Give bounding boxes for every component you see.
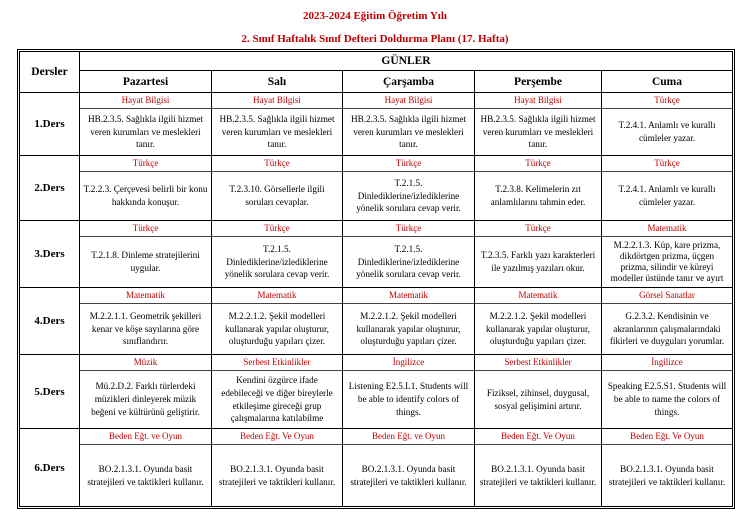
ders-2-cuma-outcome-box [602, 172, 732, 220]
ders-6-carsamba-outcome: BO.2.1.3.1. Oyunda basit stratejileri ve taktikleri kullanır. [350, 463, 467, 487]
ders-6-persembe-outcome-box [475, 445, 601, 506]
ders-4-sali-subject: Matematik [212, 288, 342, 304]
ders-5-carsamba-outcome-box [343, 371, 474, 428]
ders-4-label: 4.Ders [20, 288, 80, 355]
ders-1-persembe-subject: Hayat Bilgisi [475, 93, 601, 109]
ders-4-sali-outcome-box [212, 304, 342, 354]
day-header-persembe: Perşembe [475, 71, 602, 93]
ders-1-carsamba-subject: Hayat Bilgisi [343, 93, 474, 109]
days-header: GÜNLER [80, 52, 733, 71]
ders-5-cuma-subject: İngilizce [602, 355, 732, 371]
ders-2-persembe-cell [475, 156, 602, 221]
ders-4-carsamba-outcome: M.2.2.1.2. Şekil modelleri kullanarak yapılar oluşturur, oluşturduğu yapıları çizer. [356, 310, 461, 347]
ders-4-persembe-cell [475, 288, 602, 355]
plan-title: 2. Sınıf Haftalık Sınıf Defteri Doldurma Planı (17. Hafta) [241, 33, 509, 45]
ders-1-cuma-cell [602, 93, 733, 156]
ders-6-sali-outcome: BO.2.1.3.1. Oyunda basit stratejileri ve taktikleri kullanır. [218, 463, 336, 487]
ders-3-pazartesi-subject: Türkçe [80, 221, 211, 237]
ders-1-sali-subject: Hayat Bilgisi [212, 93, 342, 109]
ders-5-carsamba-outcome: Listening E2.5.L1. Students will be able to identify colors of things. [348, 381, 469, 417]
school-year-title: 2023-2024 Eğitim Öğretim Yılı [303, 10, 447, 22]
ders-4-cuma-cell [602, 288, 733, 355]
ders-1-cuma-outcome-box [602, 109, 732, 155]
ders-6-pazartesi-outcome: BO.2.1.3.1. Oyunda basit stratejileri ve taktikleri kullanır. [87, 463, 204, 487]
ders-3-persembe-cell [475, 221, 602, 288]
ders-2-persembe-subject: Türkçe [475, 156, 601, 172]
ders-6-pazartesi-cell [80, 429, 212, 507]
ders-4-carsamba-subject: Matematik [343, 288, 474, 304]
ders-3-label: 3.Ders [20, 221, 80, 288]
ders-1-sali-outcome: HB.2.3.5. Sağlıkla ilgili hizmet veren kurumları ve meslekleri tanır. [219, 113, 335, 150]
ders-3-sali-outcome-box [212, 237, 342, 287]
ders-3-cuma-cell [602, 221, 733, 288]
ders-3-carsamba-cell [343, 221, 475, 288]
ders-2-cuma-cell [602, 156, 733, 221]
ders-2-cuma-subject: Türkçe [602, 156, 732, 172]
ders-4-pazartesi-outcome-box [80, 304, 211, 354]
ders-5-cuma-outcome: Speaking E2.5.S1. Students will be able to name the colors of things. [607, 381, 727, 417]
ders-3-persembe-outcome-box [475, 237, 601, 287]
ders-2-sali-subject: Türkçe [212, 156, 342, 172]
ders-4-cuma-outcome-box [602, 304, 732, 354]
ders-2-carsamba-outcome: T.2.1.5. Dinlediklerine/izlediklerine yönelik sorulara cevap verir. [356, 177, 461, 214]
ders-6-persembe-subject: Beden Eğt. Ve Oyun [475, 429, 601, 445]
weekly-plan-table [19, 51, 733, 507]
ders-5-persembe-cell [475, 355, 602, 429]
ders-1-carsamba-outcome-box [343, 109, 474, 155]
ders-1-carsamba-outcome: HB.2.3.5. Sağlıkla ilgili hizmet veren kurumları ve meslekleri tanır. [350, 113, 467, 150]
ders-1-sali-cell [212, 93, 343, 156]
ders-4-pazartesi-outcome: M.2.2.1.1. Geometrik şekilleri kenar ve köşe sayılarına göre sınıflandırır. [89, 310, 202, 347]
day-header-carsamba: Çarşamba [343, 71, 475, 93]
ders-5-carsamba-cell [343, 355, 475, 429]
ders-6-cuma-outcome-box [602, 445, 732, 506]
ders-2-carsamba-cell [343, 156, 475, 221]
ders-5-sali-outcome-box [212, 371, 342, 428]
ders-5-pazartesi-outcome-box [80, 371, 211, 428]
ders-2-persembe-outcome-box [475, 172, 601, 220]
ders-4-cuma-subject: Görsel Sanatlar [602, 288, 732, 304]
ders-3-sali-subject: Türkçe [212, 221, 342, 237]
ders-4-sali-cell [212, 288, 343, 355]
ders-5-carsamba-subject: İngilizce [343, 355, 474, 371]
ders-5-sali-subject: Serbest Etkinlikler [212, 355, 342, 371]
ders-5-pazartesi-cell [80, 355, 212, 429]
ders-6-cuma-outcome: BO.2.1.3.1. Oyunda basit stratejileri ve taktikleri kullanır. [608, 463, 726, 487]
ders-2-sali-outcome: T.2.3.10. Görsellerle ilgili soruları cevaplar. [229, 184, 325, 207]
ders-6-cuma-subject: Beden Eğt. Ve Oyun [602, 429, 732, 445]
ders-1-persembe-cell [475, 93, 602, 156]
ders-2-persembe-outcome: T.2.3.8. Kelimelerin zıt anlamlılarını tahmin eder. [490, 184, 586, 207]
ders-6-cuma-cell [602, 429, 733, 507]
ders-2-sali-cell [212, 156, 343, 221]
ders-1-persembe-outcome: HB.2.3.5. Sağlıkla ilgili hizmet veren kurumları ve meslekleri tanır. [480, 113, 596, 150]
ders-3-sali-outcome: T.2.1.5. Dinlediklerine/izlediklerine yönelik sorulara cevap verir. [224, 243, 330, 280]
ders-5-pazartesi-subject: Müzik [80, 355, 211, 371]
ders-2-pazartesi-outcome-box [80, 172, 211, 220]
ders-1-pazartesi-outcome: HB.2.3.5. Sağlıkla ilgili hizmet veren kurumları ve meslekleri tanır. [87, 113, 204, 150]
ders-1-persembe-outcome-box [475, 109, 601, 155]
ders-5-persembe-outcome: Fiziksel, zihinsel, duygusal, sosyal gelişimini artırır. [486, 387, 590, 411]
ders-6-label: 6.Ders [20, 429, 80, 507]
ders-6-carsamba-subject: Beden Eğt. ve Oyun [343, 429, 474, 445]
ders-2-pazartesi-subject: Türkçe [80, 156, 211, 172]
ders-2-pazartesi-cell [80, 156, 212, 221]
ders-6-carsamba-outcome-box [343, 445, 474, 506]
ders-4-persembe-outcome: M.2.2.1.2. Şekil modelleri kullanarak yapılar oluşturur, oluşturduğu yapıları çizer. [486, 310, 590, 347]
ders-3-cuma-outcome-box [602, 237, 732, 287]
ders-3-carsamba-subject: Türkçe [343, 221, 474, 237]
ders-5-persembe-outcome-box [475, 371, 601, 428]
ders-1-pazartesi-cell [80, 93, 212, 156]
day-header-sali: Salı [212, 71, 343, 93]
ders-1-pazartesi-subject: Hayat Bilgisi [80, 93, 211, 109]
ders-1-sali-outcome-box [212, 109, 342, 155]
ders-3-sali-cell [212, 221, 343, 288]
ders-6-persembe-cell [475, 429, 602, 507]
ders-1-carsamba-cell [343, 93, 475, 156]
ders-3-persembe-outcome: T.2.3.5. Farklı yazı karakterleri ile yazılmış yazıları okur. [480, 250, 596, 273]
ders-5-cuma-outcome-box [602, 371, 732, 428]
ders-3-persembe-subject: Türkçe [475, 221, 601, 237]
ders-5-sali-outcome: Kendini özgürce ifade edebileceği ve diğer bireylerle etkileşime gireceği grup çalışmalarına katılabilme [221, 374, 333, 424]
ders-4-cuma-outcome: G.2.3.2. Kendisinin ve akranlarının çalışmalarındaki fikirleri ve duyguları yorumlar. [609, 310, 725, 347]
ders-6-pazartesi-outcome-box [80, 445, 211, 506]
ders-4-persembe-subject: Matematik [475, 288, 601, 304]
ders-3-pazartesi-outcome-box [80, 237, 211, 287]
ders-3-cuma-subject: Matematik [602, 221, 732, 237]
ders-4-sali-outcome: M.2.2.1.2. Şekil modelleri kullanarak yapılar oluşturur, oluşturduğu yapıları çizer. [225, 310, 329, 347]
ders-6-sali-cell [212, 429, 343, 507]
ders-1-cuma-outcome: T.2.4.1. Anlamlı ve kurallı cümleler yazar. [618, 120, 716, 143]
ders-1-label: 1.Ders [20, 93, 80, 156]
ders-3-pazartesi-cell [80, 221, 212, 288]
ders-3-cuma-outcome: M.2.2.1.3. Küp, kare prizma, dikdörtgen prizma, üçgen prizma, silindir ve küreyi modeller üstünde tanır ve ayırt [610, 240, 724, 283]
ders-2-label: 2.Ders [20, 156, 80, 221]
ders-2-pazartesi-outcome: T.2.2.3. Çerçevesi belirli bir konu hakkında konuşur. [83, 184, 208, 207]
ders-3-carsamba-outcome: T.2.1.5. Dinlediklerine/izlediklerine yönelik sorulara cevap verir. [356, 243, 461, 280]
ders-5-cuma-cell [602, 355, 733, 429]
ders-5-persembe-subject: Serbest Etkinlikler [475, 355, 601, 371]
ders-2-carsamba-subject: Türkçe [343, 156, 474, 172]
ders-6-pazartesi-subject: Beden Eğt. ve Oyun [80, 429, 211, 445]
ders-2-sali-outcome-box [212, 172, 342, 220]
ders-5-label: 5.Ders [20, 355, 80, 429]
ders-4-pazartesi-cell [80, 288, 212, 355]
ders-4-carsamba-outcome-box [343, 304, 474, 354]
ders-3-carsamba-outcome-box [343, 237, 474, 287]
ders-1-pazartesi-outcome-box [80, 109, 211, 155]
ders-4-pazartesi-subject: Matematik [80, 288, 211, 304]
ders-6-persembe-outcome: BO.2.1.3.1. Oyunda basit stratejileri ve taktikleri kullanır. [479, 463, 597, 487]
ders-1-cuma-subject: Türkçe [602, 93, 732, 109]
ders-6-sali-outcome-box [212, 445, 342, 506]
ders-5-sali-cell [212, 355, 343, 429]
day-header-pazartesi: Pazartesi [80, 71, 212, 93]
ders-6-carsamba-cell [343, 429, 475, 507]
lessons-header: Dersler [20, 52, 80, 93]
ders-3-pazartesi-outcome: T.2.1.8. Dinleme stratejilerini uygular. [91, 250, 200, 273]
ders-2-carsamba-outcome-box [343, 172, 474, 220]
day-header-cuma: Cuma [602, 71, 733, 93]
ders-5-pazartesi-outcome: Mü.2.D.2. Farklı türlerdeki müzikleri dinleyerek müzik beğeni ve kültürünü geliştirir. [91, 381, 200, 417]
ders-4-persembe-outcome-box [475, 304, 601, 354]
ders-6-sali-subject: Beden Eğt. Ve Oyun [212, 429, 342, 445]
ders-2-cuma-outcome: T.2.4.1. Anlamlı ve kurallı cümleler yazar. [618, 184, 716, 207]
ders-4-carsamba-cell [343, 288, 475, 355]
